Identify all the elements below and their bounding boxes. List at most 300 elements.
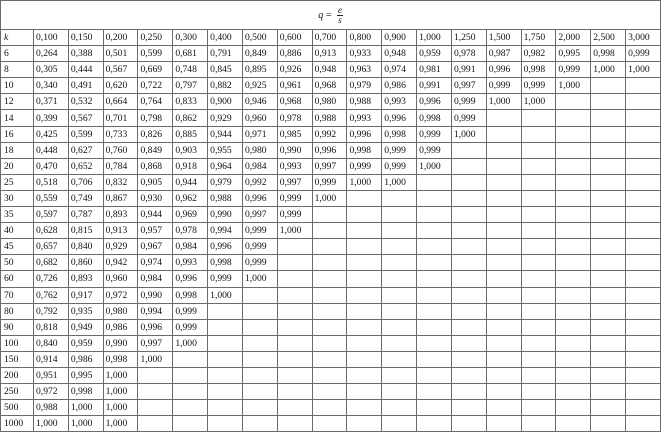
table-cell: 0,599 <box>138 46 173 62</box>
table-cell <box>242 367 277 383</box>
header-row <box>1 30 661 46</box>
table-cell <box>242 287 277 303</box>
table-row <box>1 351 661 367</box>
table-cell: 0,849 <box>138 142 173 158</box>
table-cell: 0,996 <box>347 126 382 142</box>
table-cell: 0,992 <box>312 126 347 142</box>
table-cell <box>347 223 382 239</box>
table-row <box>1 303 661 319</box>
table-cell: 0,988 <box>34 400 69 416</box>
table-cell: 0,999 <box>521 78 556 94</box>
table-cell <box>277 384 312 400</box>
table-cell: 0,993 <box>277 158 312 174</box>
table-cell <box>486 400 521 416</box>
table-cell <box>138 416 173 432</box>
table-cell <box>347 335 382 351</box>
table-row <box>1 46 661 62</box>
table-cell: 0,999 <box>486 78 521 94</box>
table-cell <box>626 190 661 206</box>
table-cell: 1,000 <box>556 78 591 94</box>
table-cell <box>138 367 173 383</box>
table-cell: 0,815 <box>68 223 103 239</box>
table-cell <box>208 335 243 351</box>
table-cell <box>521 142 556 158</box>
table-cell <box>173 351 208 367</box>
table-cell <box>556 158 591 174</box>
table-cell <box>591 94 626 110</box>
formula-lhs: q <box>318 9 324 21</box>
table-cell: 0,925 <box>242 78 277 94</box>
table-cell: 0,972 <box>103 287 138 303</box>
table-cell: 0,917 <box>68 287 103 303</box>
table-cell <box>556 142 591 158</box>
table-cell: 0,340 <box>34 78 69 94</box>
table-cell <box>347 319 382 335</box>
table-cell <box>451 190 486 206</box>
table-cell <box>382 367 417 383</box>
table-cell <box>208 400 243 416</box>
table-cell: 0,987 <box>486 46 521 62</box>
table-cell <box>382 384 417 400</box>
table-cell <box>486 416 521 432</box>
table-cell: 0,818 <box>34 319 69 335</box>
table-cell: 0,994 <box>208 223 243 239</box>
table-cell <box>591 416 626 432</box>
table-cell: 0,749 <box>68 190 103 206</box>
table-cell <box>417 367 452 383</box>
table-cell <box>417 384 452 400</box>
table-cell <box>451 158 486 174</box>
table-cell: 0,960 <box>103 271 138 287</box>
table-cell: 0,959 <box>417 46 452 62</box>
table-cell <box>591 190 626 206</box>
table-cell <box>556 223 591 239</box>
table-cell: 0,764 <box>138 94 173 110</box>
table-cell <box>591 255 626 271</box>
header-q-value: 0,200 <box>103 30 138 46</box>
table-cell <box>347 367 382 383</box>
table-cell: 0,868 <box>138 158 173 174</box>
table-cell: 1,000 <box>103 400 138 416</box>
table-cell <box>347 207 382 223</box>
table-cell <box>451 223 486 239</box>
table-row <box>1 255 661 271</box>
table-cell <box>486 190 521 206</box>
table-cell <box>626 287 661 303</box>
table-cell: 1,000 <box>103 416 138 432</box>
table-cell: 0,470 <box>34 158 69 174</box>
table-cell <box>312 416 347 432</box>
table-cell: 0,567 <box>68 110 103 126</box>
table-cell: 0,972 <box>34 384 69 400</box>
table-row <box>1 239 661 255</box>
table-cell <box>173 384 208 400</box>
table-cell: 0,532 <box>68 94 103 110</box>
table-cell: 0,963 <box>347 62 382 78</box>
table-cell: 0,960 <box>242 110 277 126</box>
table-cell: 0,792 <box>34 303 69 319</box>
table-cell <box>591 287 626 303</box>
table-cell <box>277 351 312 367</box>
table-cell: 0,969 <box>173 207 208 223</box>
table-cell <box>451 400 486 416</box>
table-cell: 1,000 <box>242 271 277 287</box>
table-cell <box>591 319 626 335</box>
table-cell <box>556 239 591 255</box>
table-cell <box>591 158 626 174</box>
table-cell <box>626 255 661 271</box>
table-cell <box>626 303 661 319</box>
table-cell <box>556 174 591 190</box>
table-cell: 0,980 <box>312 94 347 110</box>
table-row <box>1 384 661 400</box>
header-q-value: 0,600 <box>277 30 312 46</box>
table-cell: 0,682 <box>34 255 69 271</box>
table-cell <box>347 287 382 303</box>
table-cell: 0,996 <box>486 62 521 78</box>
table-cell: 0,961 <box>277 78 312 94</box>
table-cell <box>556 126 591 142</box>
table-cell <box>312 351 347 367</box>
table-cell: 0,995 <box>68 367 103 383</box>
table-cell <box>347 416 382 432</box>
table-cell: 0,998 <box>208 255 243 271</box>
table-cell <box>591 142 626 158</box>
table-cell: 0,930 <box>138 190 173 206</box>
table-cell: 0,628 <box>34 223 69 239</box>
table-cell <box>382 271 417 287</box>
table-cell: 0,999 <box>382 142 417 158</box>
table-row <box>1 78 661 94</box>
table-cell <box>347 239 382 255</box>
table-cell: 0,979 <box>347 78 382 94</box>
table-cell <box>417 255 452 271</box>
table-cell: 0,900 <box>208 94 243 110</box>
table-cell <box>382 190 417 206</box>
table-cell <box>417 400 452 416</box>
table-cell: 0,999 <box>347 158 382 174</box>
table-cell <box>417 287 452 303</box>
row-k-value: 16 <box>1 126 34 142</box>
table-cell <box>417 190 452 206</box>
table-cell <box>417 223 452 239</box>
table-cell: 0,999 <box>451 94 486 110</box>
table-cell: 0,998 <box>417 110 452 126</box>
table-cell <box>451 174 486 190</box>
table-cell: 0,984 <box>138 271 173 287</box>
table-cell <box>242 384 277 400</box>
table-cell: 1,000 <box>103 384 138 400</box>
table-cell: 0,968 <box>277 94 312 110</box>
table-cell: 0,974 <box>138 255 173 271</box>
table-cell <box>556 94 591 110</box>
table-cell <box>591 271 626 287</box>
table-cell: 0,996 <box>208 239 243 255</box>
table-cell: 0,867 <box>103 190 138 206</box>
table-row <box>1 142 661 158</box>
formula-denominator: s <box>338 14 342 25</box>
table-cell <box>208 384 243 400</box>
table-cell: 0,784 <box>103 158 138 174</box>
table-cell: 0,448 <box>34 142 69 158</box>
table-cell: 0,929 <box>103 239 138 255</box>
table-cell <box>347 303 382 319</box>
table-cell: 0,998 <box>382 126 417 142</box>
table-cell: 0,998 <box>173 287 208 303</box>
table-cell <box>591 223 626 239</box>
table-cell <box>312 223 347 239</box>
table-cell <box>556 255 591 271</box>
table-cell <box>486 319 521 335</box>
table-cell: 0,264 <box>34 46 69 62</box>
table-cell <box>521 255 556 271</box>
table-cell <box>521 335 556 351</box>
table-cell <box>486 367 521 383</box>
table-cell: 0,999 <box>208 271 243 287</box>
table-cell <box>417 319 452 335</box>
table-cell <box>626 174 661 190</box>
table-cell <box>486 142 521 158</box>
header-q-value: 3,000 <box>626 30 661 46</box>
table-cell: 0,946 <box>242 94 277 110</box>
table-cell <box>382 207 417 223</box>
table-cell: 0,991 <box>451 62 486 78</box>
table-cell <box>626 94 661 110</box>
table-cell: 0,997 <box>242 207 277 223</box>
table-cell <box>521 126 556 142</box>
table-cell <box>138 400 173 416</box>
table-cell <box>521 319 556 335</box>
table-cell <box>173 367 208 383</box>
table-cell: 0,832 <box>103 174 138 190</box>
row-k-value: 45 <box>1 239 34 255</box>
table-cell <box>451 142 486 158</box>
table-cell <box>417 174 452 190</box>
table-cell <box>312 400 347 416</box>
table-cell: 0,371 <box>34 94 69 110</box>
table-cell <box>173 416 208 432</box>
table-cell: 0,994 <box>138 303 173 319</box>
table-cell: 0,935 <box>68 303 103 319</box>
table-cell: 0,996 <box>138 319 173 335</box>
table-cell: 0,998 <box>68 384 103 400</box>
table-cell: 0,726 <box>34 271 69 287</box>
table-cell <box>486 255 521 271</box>
table-cell: 0,986 <box>382 78 417 94</box>
table-cell <box>242 319 277 335</box>
table-cell <box>521 287 556 303</box>
row-k-value: 50 <box>1 255 34 271</box>
header-q-value: 0,800 <box>347 30 382 46</box>
table-cell: 0,999 <box>451 110 486 126</box>
table-cell <box>556 190 591 206</box>
table-cell: 0,988 <box>208 190 243 206</box>
table-cell <box>451 319 486 335</box>
table-cell: 0,840 <box>34 335 69 351</box>
table-cell <box>451 416 486 432</box>
table-cell <box>451 335 486 351</box>
table-cell <box>208 416 243 432</box>
table-cell <box>277 303 312 319</box>
header-q-value: 1,750 <box>521 30 556 46</box>
table-cell <box>382 303 417 319</box>
header-q-value: 0,500 <box>242 30 277 46</box>
table-cell: 0,984 <box>173 239 208 255</box>
table-cell <box>312 335 347 351</box>
table-row <box>1 287 661 303</box>
table-cell <box>626 239 661 255</box>
table-cell: 0,914 <box>34 351 69 367</box>
table-cell <box>451 351 486 367</box>
table-cell <box>591 303 626 319</box>
formula <box>318 6 343 25</box>
table-cell <box>208 351 243 367</box>
row-k-value: 200 <box>1 367 34 383</box>
table-cell <box>312 319 347 335</box>
table-cell: 0,959 <box>68 335 103 351</box>
table-cell <box>417 271 452 287</box>
table-cell: 0,999 <box>173 319 208 335</box>
table-cell: 0,905 <box>138 174 173 190</box>
table-cell <box>521 174 556 190</box>
table-cell <box>486 126 521 142</box>
table-cell <box>521 239 556 255</box>
table-cell <box>312 271 347 287</box>
table-cell: 0,990 <box>208 207 243 223</box>
table-cell <box>626 158 661 174</box>
table-cell: 0,999 <box>173 303 208 319</box>
table-cell: 0,999 <box>277 190 312 206</box>
formula-title <box>1 1 661 30</box>
table-cell <box>626 110 661 126</box>
table-cell <box>521 367 556 383</box>
table-cell <box>312 367 347 383</box>
table-cell <box>521 110 556 126</box>
row-k-value: 35 <box>1 207 34 223</box>
table-cell: 0,305 <box>34 62 69 78</box>
table-cell: 1,000 <box>68 400 103 416</box>
table-cell: 0,978 <box>173 223 208 239</box>
formula-equals: = <box>325 9 332 21</box>
table-cell <box>591 174 626 190</box>
table-cell: 0,491 <box>68 78 103 94</box>
table-cell: 0,933 <box>347 46 382 62</box>
table-cell: 0,999 <box>242 223 277 239</box>
table-cell <box>417 303 452 319</box>
table-cell: 0,895 <box>242 62 277 78</box>
table-cell: 0,886 <box>277 46 312 62</box>
table-cell: 1,000 <box>486 94 521 110</box>
table-cell <box>451 384 486 400</box>
table-cell: 0,760 <box>103 142 138 158</box>
table-cell: 0,918 <box>173 158 208 174</box>
table-cell <box>591 239 626 255</box>
table-cell <box>312 287 347 303</box>
table-cell <box>382 319 417 335</box>
table-cell <box>556 351 591 367</box>
table-cell: 0,885 <box>173 126 208 142</box>
table-cell <box>591 367 626 383</box>
header-q-value: 0,150 <box>68 30 103 46</box>
table-cell <box>417 416 452 432</box>
table-cell: 0,929 <box>208 110 243 126</box>
table-cell <box>556 110 591 126</box>
table-cell: 0,957 <box>138 223 173 239</box>
header-q-value: 2,500 <box>591 30 626 46</box>
row-k-value: 25 <box>1 174 34 190</box>
table-cell <box>277 400 312 416</box>
table-cell <box>347 271 382 287</box>
table-cell <box>626 271 661 287</box>
table-cell <box>382 416 417 432</box>
row-k-value: 12 <box>1 94 34 110</box>
table-cell <box>451 367 486 383</box>
table-cell: 0,984 <box>242 158 277 174</box>
table-cell: 0,996 <box>382 110 417 126</box>
table-cell <box>486 335 521 351</box>
table-cell <box>556 384 591 400</box>
table-cell <box>521 158 556 174</box>
table-cell <box>382 223 417 239</box>
table-cell <box>626 142 661 158</box>
table-cell <box>486 158 521 174</box>
table-cell: 0,669 <box>138 62 173 78</box>
table-cell <box>451 303 486 319</box>
row-k-value: 80 <box>1 303 34 319</box>
table-cell: 0,425 <box>34 126 69 142</box>
table-cell: 0,990 <box>103 335 138 351</box>
table-cell: 0,999 <box>242 255 277 271</box>
table-cell: 0,986 <box>68 351 103 367</box>
table-cell: 0,951 <box>34 367 69 383</box>
table-cell: 1,000 <box>451 126 486 142</box>
table-cell <box>626 367 661 383</box>
table-cell <box>382 287 417 303</box>
table-cell: 0,518 <box>34 174 69 190</box>
table-row <box>1 126 661 142</box>
table-row <box>1 62 661 78</box>
table-cell <box>486 239 521 255</box>
table-cell <box>521 351 556 367</box>
table-cell: 0,840 <box>68 239 103 255</box>
table-cell: 0,681 <box>173 46 208 62</box>
table-cell: 0,990 <box>277 142 312 158</box>
table-cell <box>347 255 382 271</box>
table-cell: 0,657 <box>34 239 69 255</box>
table-cell <box>451 239 486 255</box>
table-cell <box>382 239 417 255</box>
table-cell: 0,849 <box>242 46 277 62</box>
row-k-value: 500 <box>1 400 34 416</box>
table-cell <box>486 287 521 303</box>
table-cell: 0,797 <box>173 78 208 94</box>
table-cell: 1,000 <box>208 287 243 303</box>
table-cell <box>486 384 521 400</box>
table-cell: 0,903 <box>173 142 208 158</box>
table-cell: 0,997 <box>451 78 486 94</box>
row-k-value: 150 <box>1 351 34 367</box>
row-k-value: 60 <box>1 271 34 287</box>
table-cell <box>382 400 417 416</box>
table-cell <box>451 255 486 271</box>
table-cell <box>242 303 277 319</box>
table-cell <box>312 384 347 400</box>
table-row <box>1 319 661 335</box>
header-q-value: 0,400 <box>208 30 243 46</box>
table-cell: 0,982 <box>521 46 556 62</box>
table-cell: 0,996 <box>312 142 347 158</box>
table-cell: 0,988 <box>312 110 347 126</box>
